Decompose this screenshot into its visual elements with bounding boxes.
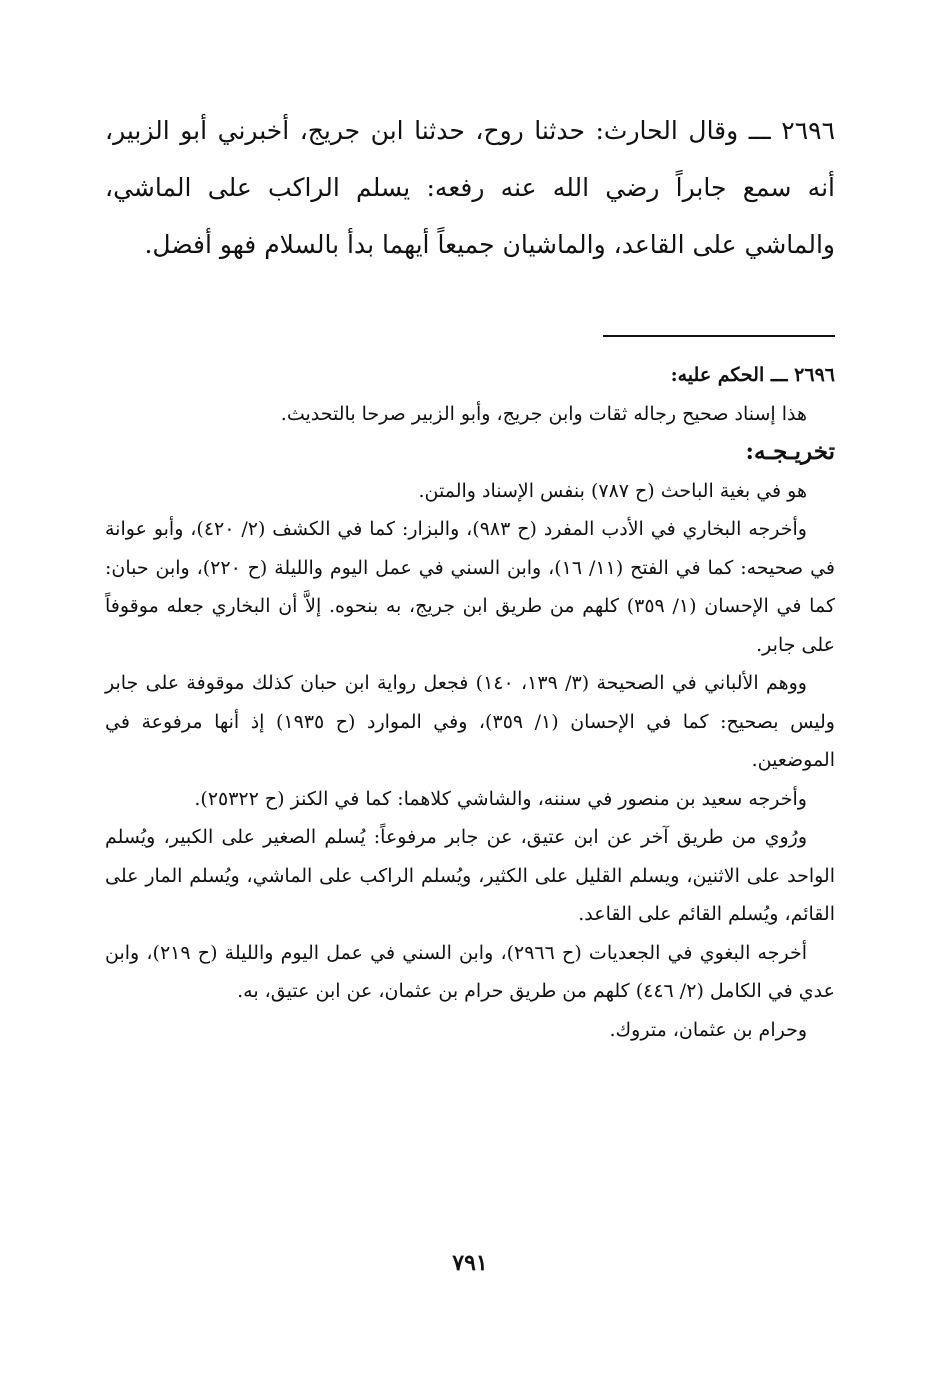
takhrij-paragraph: ووهم الألباني في الصحيحة (٣/ ١٣٩، ١٤٠) فجعل رواية ابن حبان كذلك موقوفة على جابر وليس بصحيح: كما في الإحسان (١/ ٣٥٩)، وفي الموارد (ح ١٩٣٥) إذ أنها مرفوعة في الموضعين. [105, 672, 835, 771]
page-number: ٧٩١ [452, 1250, 488, 1276]
main-hadith-text: ٢٦٩٦ ـــ وقال الحارث: حدثنا روح، حدثنا ابن جريج، أخبرني أبو الزبير، أنه سمع جابراً رضي الله عنه رفعه: يسلم الراكب على الماشي، والماشي على القاعد، والماشيان جميعاً أيهما بدأ بالسلام فهو أفضل. [105, 116, 835, 259]
takhrij-paragraph: وأخرجه سعيد بن منصور في سننه، والشاشي كلاهما: كما في الكنز (ح ٢٥٣٢٢). [194, 787, 807, 810]
takhrij-heading: تخريـجـه: [745, 438, 835, 465]
takhrij-paragraph: ورُوي من طريق آخر عن ابن عتيق، عن جابر مرفوعاً: يُسلم الصغير على الكبير، ويُسلم الواحد على الاثنين، ويسلم القليل على الكثير، ويُسلم الراكب على الماشي، ويُسلم المار على القائم، ويُسلم القائم على القاعد. [105, 826, 835, 925]
footnote-divider [603, 335, 835, 337]
takhrij-paragraph: وأخرجه البخاري في الأدب المفرد (ح ٩٨٣)، والبزار: كما في الكشف (٢/ ٤٢٠)، وأبو عوانة في صحيحه: كما في الفتح (١١/ ١٦)، وابن السني في عمل اليوم والليلة (ح ٢٢٠)، وابن حبان: كما في الإحسان (١/ ٣٥٩) كلهم من طريق ابن جريج، به بنحوه. إلاَّ أن البخاري جعله موقوفاً على جابر. [105, 518, 835, 656]
ruling-text: هذا إسناد صحيح رجاله ثقات وابن جريج، وأبو الزبير صرحا بالتحديث. [280, 402, 807, 425]
takhrij-paragraph: وحرام بن عثمان، متروك. [609, 1018, 807, 1041]
ruling-heading: ٢٦٩٦ ـــ الحكم عليه: [670, 364, 835, 386]
takhrij-paragraph: هو في بغية الباحث (ح ٧٨٧) بنفس الإسناد والمتن. [418, 479, 807, 502]
takhrij-paragraph: أخرجه البغوي في الجعديات (ح ٢٩٦٦)، وابن السني في عمل اليوم والليلة (ح ٢١٩)، وابن عدي في الكامل (٢/ ٤٤٦) كلهم من طريق حرام بن عثمان، عن ابن عتيق، به. [105, 941, 835, 1002]
commentary-section [105, 356, 835, 1049]
